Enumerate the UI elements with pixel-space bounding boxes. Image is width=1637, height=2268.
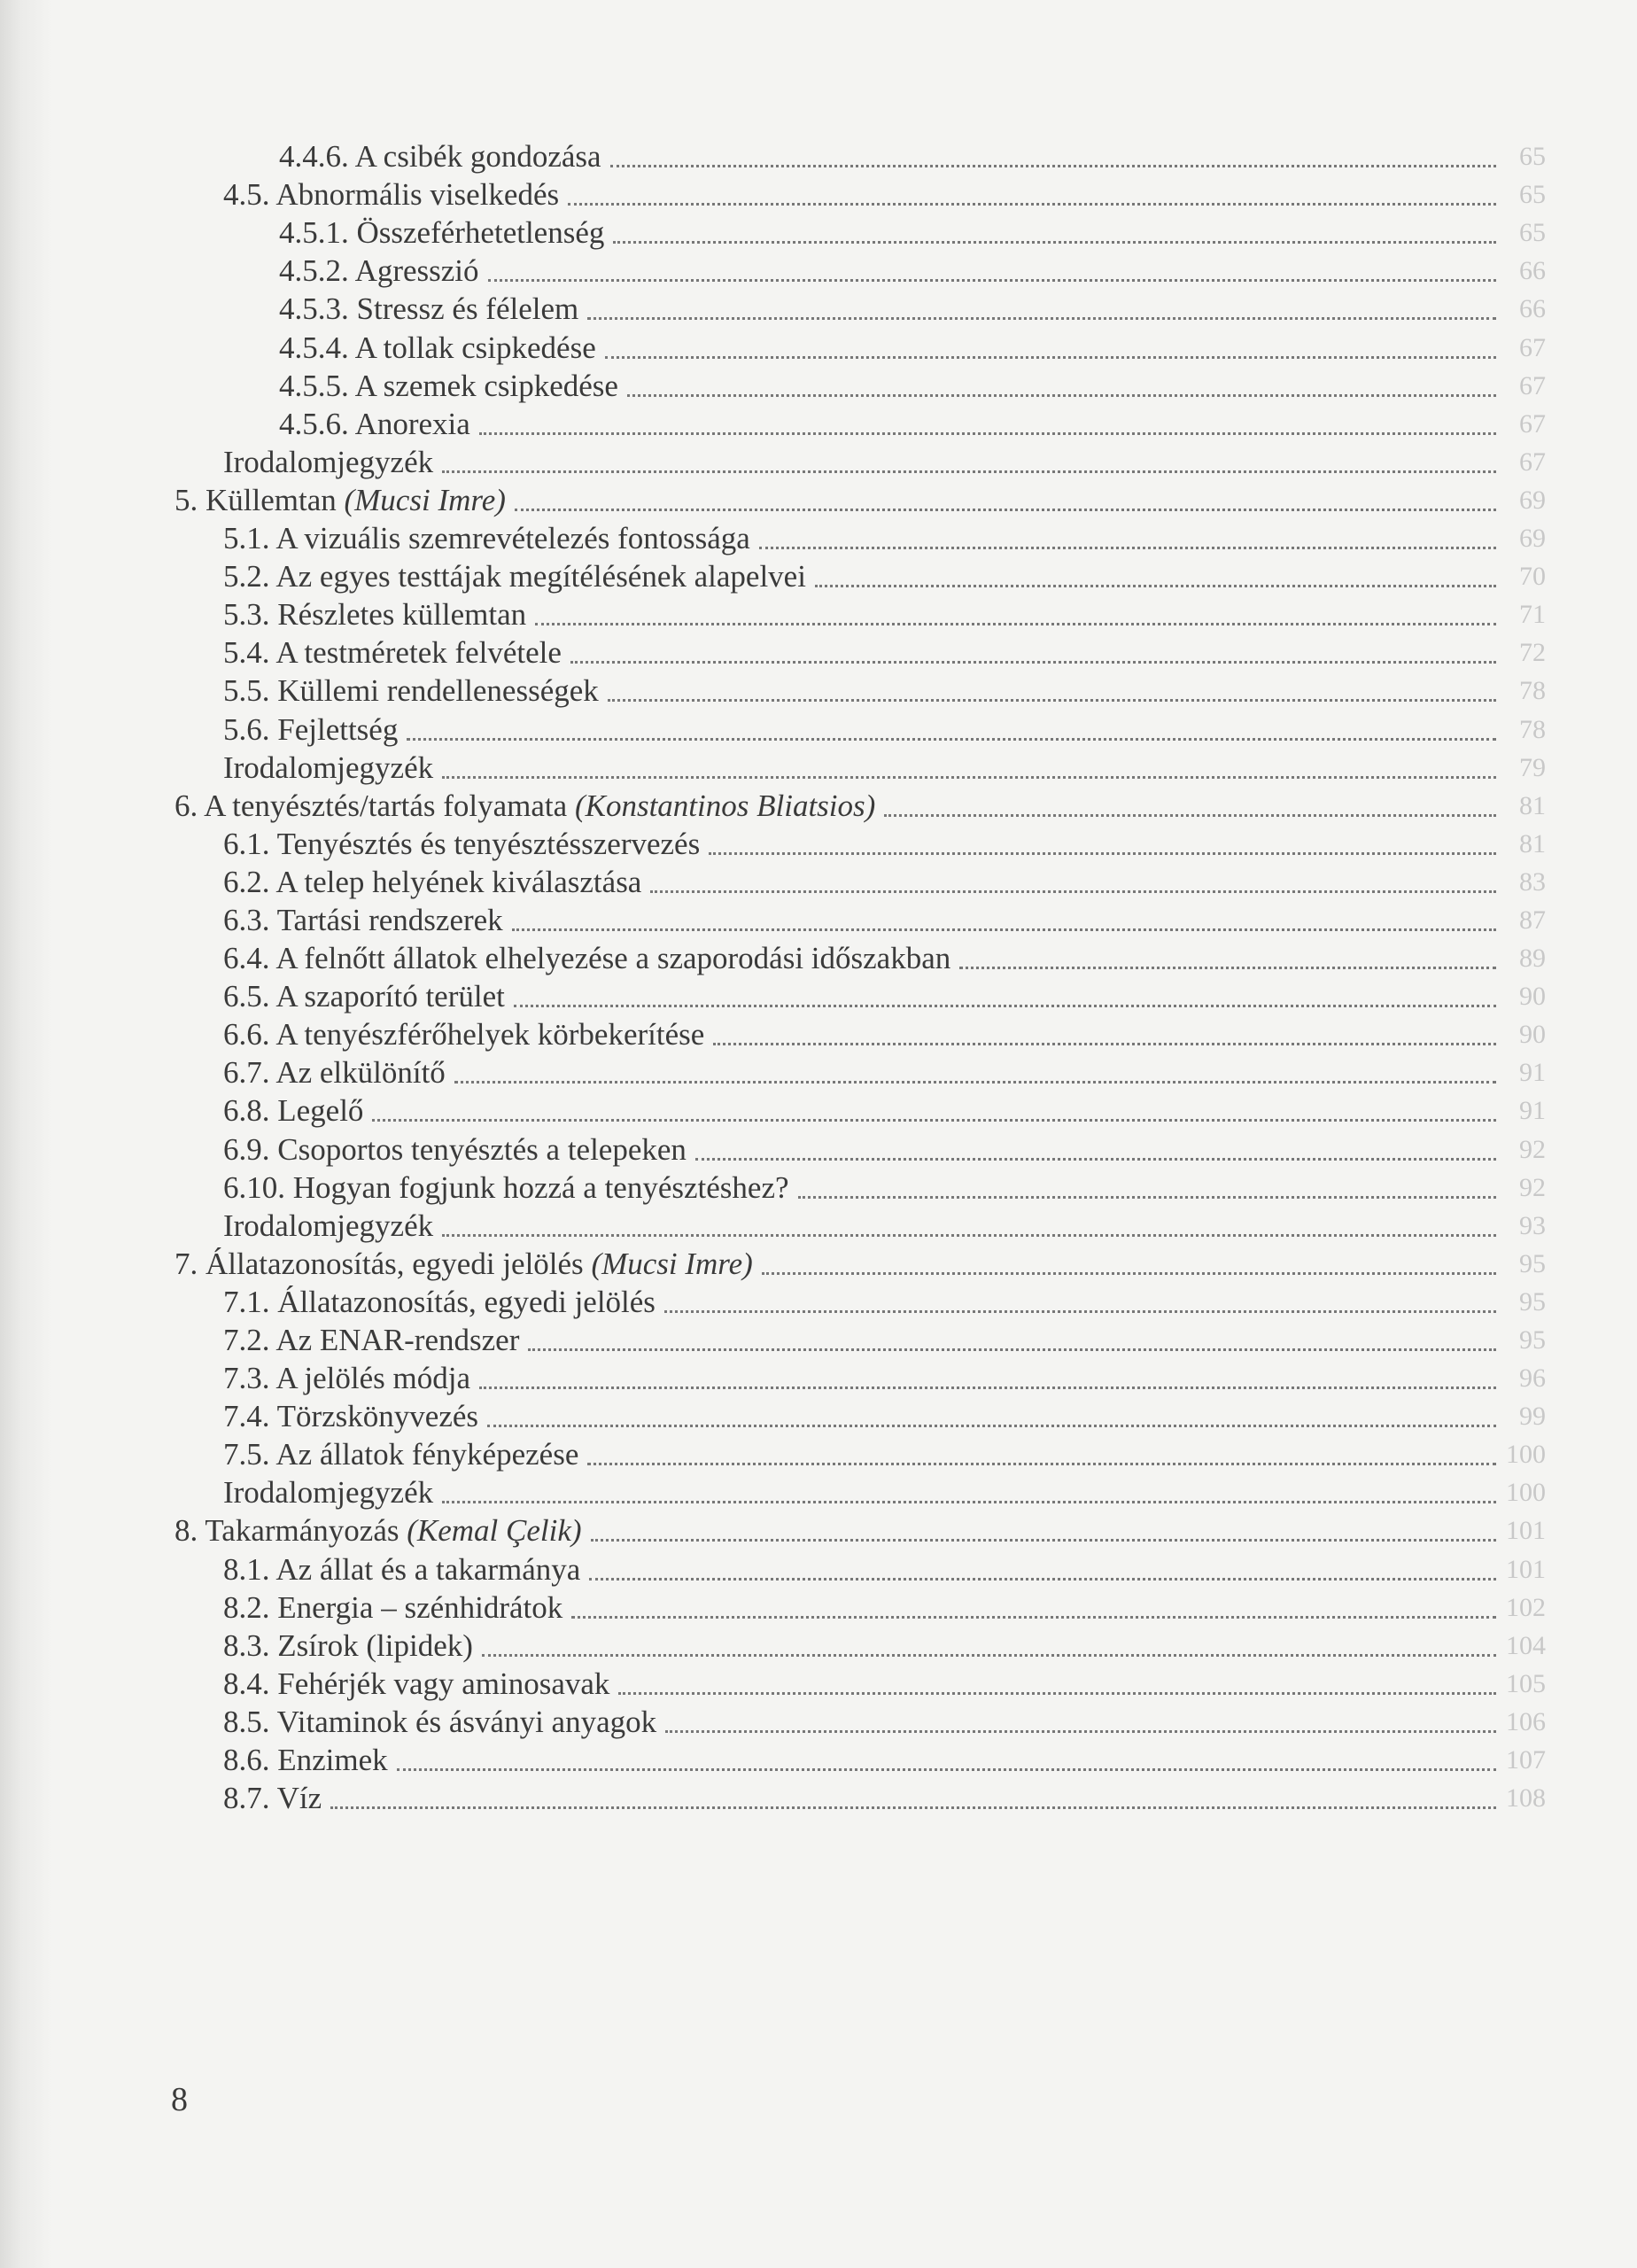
toc-entry-title: [223, 1779, 322, 1817]
toc-entry-text: 6.3. Tartási rendszerek: [223, 902, 503, 937]
toc-entry-page: 92: [1519, 1172, 1546, 1202]
toc-entry: [175, 1169, 1546, 1207]
dot-leader: [479, 1386, 1496, 1389]
dot-leader: [397, 1767, 1496, 1771]
toc-entry-text: 8.1. Az állat és a takarmánya: [223, 1551, 581, 1587]
dot-leader: [713, 1042, 1496, 1045]
page-number: 8: [171, 2081, 188, 2118]
toc-entry-page: 95: [1519, 1248, 1546, 1278]
toc-entry-text: 6. A tenyésztés/tartás folyamata: [175, 788, 575, 823]
toc-entry-title: [223, 1550, 580, 1588]
toc-entry-title: [223, 519, 750, 557]
toc-entry-text: 6.5. A szaporító terület: [223, 979, 505, 1014]
toc-entry: [175, 710, 1546, 748]
toc-entry-page: 72: [1519, 638, 1546, 668]
dot-leader: [488, 278, 1496, 282]
dot-leader: [665, 1729, 1496, 1733]
toc-entry-author: (Mucsi Imre): [344, 482, 506, 517]
toc-entry-page: 93: [1519, 1210, 1546, 1240]
toc-entry-text: 7.3. A jelölés módja: [223, 1361, 471, 1396]
toc-entry-title: [223, 1741, 388, 1779]
toc-entry-title: [223, 1283, 656, 1321]
dot-leader: [613, 240, 1496, 244]
toc-entry: [175, 939, 1546, 977]
toc-entry: [175, 443, 1546, 481]
toc-entry-title: [279, 367, 618, 405]
toc-entry-page: 67: [1519, 370, 1546, 400]
toc-entry-author: (Mucsi Imre): [591, 1246, 753, 1281]
toc-entry-text: 6.7. Az elkülönítő: [223, 1055, 446, 1091]
toc-entry-page: 66: [1519, 256, 1546, 286]
toc-entry-text: 8.5. Vitaminok és ásványi anyagok: [223, 1704, 657, 1739]
toc-entry-title: [223, 633, 562, 672]
dot-leader: [454, 1080, 1496, 1084]
dot-leader: [515, 508, 1496, 511]
toc-entry-title: [279, 329, 596, 367]
dot-leader: [605, 355, 1496, 359]
dot-leader: [884, 813, 1496, 817]
toc-entry-text: 7.1. Állatazonosítás, egyedi jelölés: [223, 1284, 656, 1319]
toc-entry-text: 8.4. Fehérjék vagy aminosavak: [223, 1666, 610, 1701]
dot-leader: [442, 1500, 1496, 1503]
toc-entry: [175, 1053, 1546, 1091]
toc-entry-page: 81: [1519, 828, 1546, 858]
dot-leader: [608, 698, 1496, 702]
dot-leader: [762, 1271, 1496, 1275]
toc-entry-title: [223, 977, 505, 1015]
toc-entry-title: [279, 252, 479, 290]
toc-entry-page: 78: [1519, 714, 1546, 744]
toc-entry-title: [223, 557, 806, 595]
toc-entry-text: 7.5. Az állatok fényképezése: [223, 1437, 579, 1472]
dot-leader: [570, 660, 1496, 664]
toc-entry-title: [223, 1169, 789, 1207]
toc-entry-text: 4.5. Abnormális viselkedés: [223, 177, 560, 213]
toc-entry-text: 4.4.6. A csibék gondozása: [279, 139, 601, 175]
toc-entry-title: [223, 175, 559, 214]
toc-entry: [175, 557, 1546, 595]
toc-entry: [175, 1015, 1546, 1053]
toc-entry: [175, 595, 1546, 633]
toc-entry: [175, 1207, 1546, 1245]
dot-leader: [798, 1195, 1496, 1199]
dot-leader: [514, 1004, 1496, 1007]
toc-entry-text: 5.6. Fejlettség: [223, 711, 399, 747]
toc-entry-text: 7.2. Az ENAR-rendszer: [223, 1323, 520, 1357]
toc-entry-title: [223, 1397, 478, 1435]
toc-entry: [175, 1130, 1546, 1168]
toc-entry: [175, 519, 1546, 557]
dot-leader: [610, 164, 1496, 167]
toc-entry-title: [223, 901, 503, 939]
toc-entry: [175, 1627, 1546, 1665]
toc-entry-title: [223, 711, 398, 749]
toc-entry: [175, 977, 1546, 1015]
toc-entry-title: [223, 825, 700, 863]
toc-entry-text: 5.2. Az egyes testtájak megítélésének alapelvei: [223, 559, 806, 594]
dot-leader: [571, 1615, 1496, 1619]
toc-entry-text: 4.5.3. Stressz és félelem: [279, 291, 579, 327]
toc-entry-title: [175, 787, 875, 825]
toc-entry: [175, 1703, 1546, 1741]
toc-entry: [175, 1245, 1546, 1283]
toc-entry-text: 8.2. Energia – szénhidrátok: [223, 1589, 563, 1625]
toc-entry: [175, 1435, 1546, 1473]
toc-entry-page: 71: [1519, 600, 1546, 630]
toc-entry-page: 78: [1519, 676, 1546, 706]
toc-entry-title: [223, 749, 433, 787]
dot-leader: [587, 316, 1496, 320]
toc-entry-title: [175, 1245, 753, 1283]
toc-entry-title: [223, 939, 950, 977]
toc-entry-title: [223, 1627, 473, 1665]
toc-entry-text: 4.5.4. A tollak csipkedése: [279, 330, 596, 365]
toc-entry: [175, 1397, 1546, 1435]
toc-entry-text: 5.1. A vizuális szemrevételezés fontossága: [223, 521, 750, 556]
toc-entry-page: 67: [1519, 332, 1546, 362]
dot-leader: [479, 431, 1496, 435]
toc-entry-page: 108: [1506, 1783, 1546, 1814]
toc-entry: [175, 1511, 1546, 1550]
toc-entry-text: 8.3. Zsírok (lipidek): [223, 1627, 473, 1663]
toc-entry-title: [223, 1207, 433, 1245]
toc-entry-text: Irodalomjegyzék: [223, 750, 434, 785]
toc-entry-text: Irodalomjegyzék: [223, 1475, 434, 1511]
toc-entry: [175, 901, 1546, 939]
toc-entry: [175, 863, 1546, 901]
toc-entry-text: 5.5. Küllemi rendellenességek: [223, 673, 599, 709]
dot-leader: [535, 622, 1496, 625]
dot-leader: [407, 737, 1496, 741]
toc-entry-title: [223, 1703, 656, 1741]
toc-entry-text: 6.6. A tenyészférőhelyek körbekerítése: [223, 1017, 705, 1052]
toc-entry-page: 89: [1519, 944, 1546, 974]
toc-entry-page: 99: [1519, 1402, 1546, 1432]
toc-entry-text: 8.7. Víz: [223, 1781, 322, 1816]
dot-leader: [587, 1462, 1496, 1465]
dot-leader: [959, 966, 1496, 969]
toc-entry-page: 65: [1519, 218, 1546, 248]
dot-leader: [372, 1118, 1496, 1122]
toc-entry-text: 7. Állatazonosítás, egyedi jelölés: [175, 1246, 592, 1281]
toc-entry-text: 8. Takarmányozás: [175, 1513, 407, 1549]
dot-leader: [482, 1653, 1496, 1657]
dot-leader: [589, 1577, 1496, 1581]
toc-entry: [175, 825, 1546, 863]
toc-entry-page: 100: [1506, 1478, 1546, 1508]
toc-entry: [175, 749, 1546, 787]
dot-leader: [695, 1157, 1496, 1161]
dot-leader: [650, 889, 1496, 893]
toc-entry-page: 101: [1506, 1516, 1546, 1546]
toc-entry-author: (Konstantinos Bliatsios): [574, 788, 876, 823]
dot-leader: [330, 1806, 1496, 1809]
dot-leader: [759, 546, 1496, 549]
toc-entry: [175, 1779, 1546, 1817]
dot-leader: [512, 928, 1496, 931]
toc-entry-title: [223, 1130, 687, 1169]
toc-entry-text: 4.5.1. Összeférhetetlenség: [279, 215, 605, 251]
toc-entry-text: 5.3. Részletes küllemtan: [223, 597, 527, 633]
toc-entry-page: 106: [1506, 1706, 1546, 1736]
toc-entry-page: 91: [1519, 1058, 1546, 1088]
toc-entry-page: 96: [1519, 1363, 1546, 1394]
page-edge-shadow: [0, 0, 53, 2268]
toc-entry-page: 66: [1519, 294, 1546, 324]
toc-entry-page: 81: [1519, 790, 1546, 820]
dot-leader: [815, 584, 1496, 587]
toc-entry-text: Irodalomjegyzék: [223, 444, 434, 479]
toc-entry-text: 4.5.2. Agresszió: [279, 253, 479, 289]
toc-entry-text: 6.4. A felnőtt állatok elhelyezése a szaporodási időszakban: [223, 941, 951, 976]
dot-leader: [487, 1424, 1496, 1427]
dot-leader: [627, 393, 1496, 397]
toc-entry: [175, 214, 1546, 252]
toc-entry-page: 70: [1519, 562, 1546, 592]
toc-entry-page: 107: [1506, 1745, 1546, 1775]
toc-entry: [175, 633, 1546, 672]
toc-entry-title: [223, 863, 641, 901]
toc-entry-text: 6.2. A telep helyének kiválasztása: [223, 864, 642, 899]
toc-entry: [175, 137, 1546, 175]
toc-entry-page: 65: [1519, 180, 1546, 210]
toc-entry-page: 101: [1506, 1554, 1546, 1584]
toc-entry: [175, 1283, 1546, 1321]
toc-entry: [175, 367, 1546, 405]
toc-entry: [175, 1473, 1546, 1511]
toc-entry: [175, 481, 1546, 519]
toc-entry-title: [175, 1511, 582, 1550]
toc-entry: [175, 1665, 1546, 1703]
toc-entry-text: 4.5.5. A szemek csipkedése: [279, 368, 618, 403]
toc-entry: [175, 1588, 1546, 1627]
toc-entry: [175, 1091, 1546, 1130]
toc-entry-text: 5. Küllemtan: [175, 482, 345, 517]
dot-leader: [591, 1538, 1496, 1542]
toc-entry: [175, 672, 1546, 710]
toc-entry-text: 6.9. Csoportos tenyésztés a telepeken: [223, 1131, 687, 1167]
toc-entry-title: [279, 405, 470, 443]
toc-entry-page: 95: [1519, 1286, 1546, 1317]
toc-entry: [175, 787, 1546, 825]
toc-entry-page: 67: [1519, 408, 1546, 439]
toc-entry: [175, 1741, 1546, 1779]
toc-entry-title: [223, 443, 433, 481]
toc-entry-title: [223, 1665, 609, 1703]
toc-entry-title: [279, 214, 604, 252]
toc-entry-page: 105: [1506, 1668, 1546, 1698]
toc-entry: [175, 1359, 1546, 1397]
toc-entry: [175, 1321, 1546, 1359]
toc-entry-text: 6.8. Legelő: [223, 1093, 364, 1129]
toc-entry-title: [223, 672, 599, 710]
toc-entry-title: [223, 1588, 562, 1627]
toc-entry-page: 102: [1506, 1592, 1546, 1622]
toc-entry-page: 69: [1519, 524, 1546, 554]
toc-entry: [175, 252, 1546, 290]
toc-entry-title: [223, 1053, 446, 1091]
dot-leader: [528, 1348, 1496, 1351]
toc-entry-text: 7.4. Törzskönyvezés: [223, 1399, 479, 1434]
toc-entry-page: 100: [1506, 1440, 1546, 1470]
toc-entry-text: 6.1. Tenyésztés és tenyésztésszervezés: [223, 826, 701, 861]
toc-entry-page: 79: [1519, 752, 1546, 782]
toc-entry-title: [223, 1015, 704, 1053]
toc-entry-text: 6.10. Hogyan fogjunk hozzá a tenyésztéshez?: [223, 1169, 789, 1205]
toc-entry: [175, 1550, 1546, 1588]
toc-entry-author: (Kemal Çelik): [407, 1513, 582, 1549]
toc-entry-page: 95: [1519, 1325, 1546, 1355]
toc-entry-page: 69: [1519, 485, 1546, 515]
toc-entry-page: 65: [1519, 142, 1546, 172]
toc-entry: [175, 175, 1546, 214]
toc-entry-title: [279, 290, 578, 328]
toc-entry-page: 90: [1519, 982, 1546, 1012]
toc-entry-title: [223, 1359, 470, 1397]
toc-entry-title: [223, 1091, 363, 1130]
toc-entry-title: [175, 481, 506, 519]
dot-leader: [618, 1691, 1496, 1695]
toc-entry-title: [223, 1435, 578, 1473]
toc-entry-page: 90: [1519, 1020, 1546, 1050]
toc-entry-page: 91: [1519, 1096, 1546, 1126]
dot-leader: [442, 775, 1496, 779]
dot-leader: [568, 202, 1496, 206]
table-of-contents: [175, 137, 1546, 1817]
toc-entry-text: 4.5.6. Anorexia: [279, 406, 470, 441]
toc-entry-text: Irodalomjegyzék: [223, 1208, 434, 1243]
toc-entry-page: 92: [1519, 1134, 1546, 1164]
dot-leader: [709, 851, 1496, 855]
toc-entry-page: 104: [1506, 1630, 1546, 1660]
toc-entry: [175, 328, 1546, 366]
dot-leader: [442, 1233, 1496, 1237]
toc-entry-title: [223, 1321, 519, 1359]
toc-entry-title: [223, 595, 526, 633]
toc-entry-text: 8.6. Enzimek: [223, 1743, 388, 1778]
toc-entry-title: [279, 137, 601, 175]
toc-entry: [175, 290, 1546, 328]
toc-entry-page: 67: [1519, 447, 1546, 477]
toc-entry-text: 5.4. A testméretek felvétele: [223, 635, 562, 671]
toc-entry: [175, 405, 1546, 443]
toc-entry-page: 83: [1519, 866, 1546, 897]
dot-leader: [664, 1309, 1496, 1313]
toc-entry-title: [223, 1473, 433, 1511]
toc-entry-page: 87: [1519, 905, 1546, 935]
dot-leader: [442, 470, 1496, 473]
